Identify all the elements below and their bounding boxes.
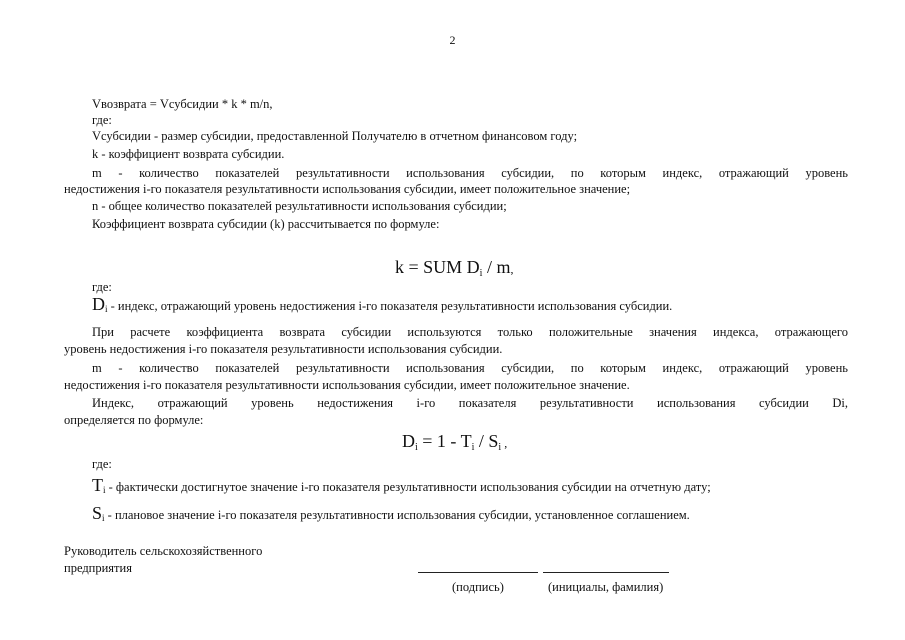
symbol-s-row [92, 503, 690, 526]
text-line-2: где: [92, 113, 112, 127]
text-line-4: k - коэффициент возврата субсидии. [92, 147, 285, 161]
symbol-d: $D_i$ [92, 294, 108, 314]
symbol-d-row [92, 294, 673, 317]
signature-role-line-2: предприятия [64, 561, 132, 575]
text-line-19: - плановое значение i-го показателя результативности использования субсидии, установленное соглашением. [107, 508, 690, 522]
text-line-12: уровень недостижения i-го показателя результативности использования субсидии. [64, 342, 503, 356]
text-line-13: m - количество показателей результативности использования субсидии, по которым индекс, отражающий уровень [92, 361, 848, 375]
text-line-15: Индекс, отражающий уровень недостижения i-го показателя результативности использования субсидии Di, [92, 396, 848, 410]
signature-label: (подпись) [452, 580, 504, 594]
page-number: 2 [449, 33, 456, 47]
text-line-3: Vсубсидии - размер субсидии, предоставленной Получателю в отчетном финансовом году; [92, 129, 578, 143]
text-line-11: При расчете коэффициента возврата субсидии используются только положительные значения индекса, отражающего [92, 325, 848, 339]
text-line-9: где: [92, 280, 112, 294]
symbol-s: $S_i$ [92, 503, 105, 523]
formula-k-tail: , [510, 262, 514, 276]
text-line-1: Vвозврата = Vсубсидии * k * m/n, [92, 97, 273, 111]
name-label: (инициалы, фамилия) [548, 580, 664, 594]
formula-d: $D_i = 1 - T_i / S_i$ , [402, 431, 508, 453]
formula-k-sub: i [479, 268, 483, 279]
text-line-17: где: [92, 457, 112, 471]
name-line [543, 572, 669, 573]
signature-role-line-1: Руководитель сельскохозяйственного [64, 544, 263, 558]
text-line-16: определяется по формуле: [64, 413, 204, 427]
symbol-t: $T_i$ [92, 475, 106, 495]
text-line-8: Коэффициент возврата субсидии (k) рассчитывается по формуле: [92, 217, 440, 231]
symbol-t-row [92, 475, 711, 498]
text-line-18: - фактически достигнутое значение i-го показателя результативности использования субсидии на отчетную дату; [108, 480, 711, 494]
text-line-7: n - общее количество показателей результативности использования субсидии; [92, 199, 507, 213]
text-line-10: - индекс, отражающий уровень недостижения i-го показателя результативности использования субсидии. [110, 299, 673, 313]
text-line-14: недостижения i-го показателя результативности использования субсидии, имеет положительное значение. [64, 378, 630, 392]
formula-k-rhs: / m [482, 257, 511, 277]
text-line-5: m - количество показателей результативности использования субсидии, по которым индекс, отражающий уровень [92, 166, 848, 180]
formula-k-lhs: k = SUM D [395, 257, 480, 277]
text-line-6: недостижения i-го показателя результативности использования субсидии, имеет положительное значение; [64, 182, 631, 196]
signature-line [418, 572, 538, 573]
formula-k [395, 257, 513, 279]
